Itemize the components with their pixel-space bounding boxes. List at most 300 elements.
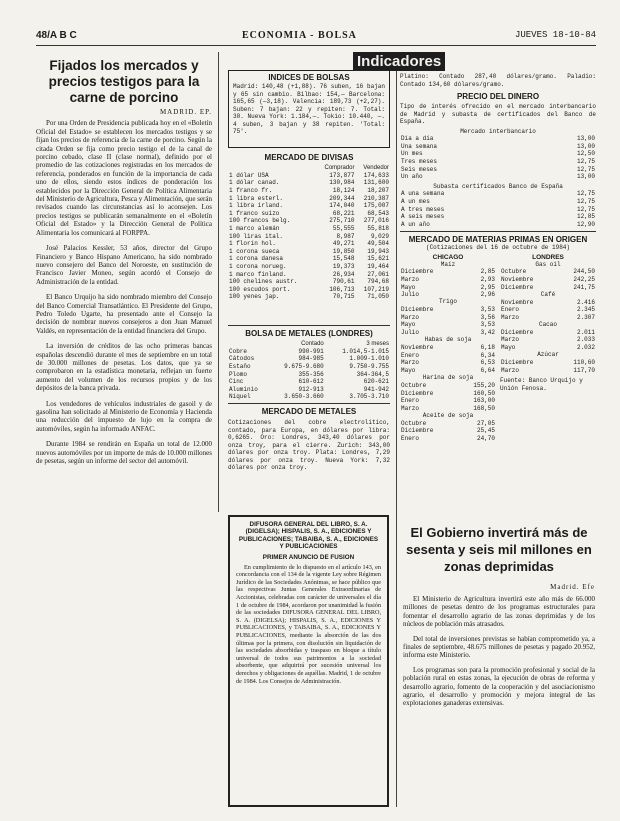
table-row	[500, 344, 596, 352]
table-cell: 100 escudos port.	[229, 285, 291, 293]
notice-body: En cumplimiento de lo dispuesto en el artículo 143, en concordancia con el 134 de la vigente Ley sobre Régimen Jurídico de las Sociedades Anónimas, se hace público que las respectivas Juntas Generales Extraordinarias de Accionistas, celebradas con carácter de universales el día 1 de octubre de 1984, acordaron por unanimidad la fusión de las sociedades DIFUSORA GENERAL DEL LIBRO, S. A. (DIGELSA); HISPALIS, S. A., EDICIONES Y PUBLICACIONES, y TABAIBA, S. A., EDICIONES Y PUBLICACIONES, mediante la absorción de las dos últimas por la primera, con disolución sin liquidación de las sociedades absorbidas y traspaso en bloque a título universal de todos sus patrimonios a la sociedad absorbente, que adquirirá por sucesión universal los derechos y obligaciones de aquéllas. Madrid, 1 de octubre de 1984. Los Consejos de Administración.	[236, 563, 381, 685]
commodity-label: Café	[540, 290, 556, 298]
table-cell: 12,75	[576, 197, 595, 205]
table-row	[228, 270, 390, 278]
table-cell: 6,34	[480, 351, 495, 359]
table-cell: Un mes	[401, 150, 423, 158]
indices-text: Madrid: 140,48 (+1,88). 76 suben, 16 bajan y 65 sin cambio. Bilbao: 154,— Barcelona: 165,65 (—3,18). Valencia: 189,73 (+2,27). Suben: 7 bajan: 22 y repiten: 7. Total: 30. Nueva York: 1.184,—. Tokio: 10.440, —. 4 suben, 3 bajan y 38 repiten. 'Total: 75'.	[233, 83, 385, 135]
left-paragraph: La inversión de créditos de las ocho primeras bancas españolas descendió durante el mes de septiembre en un total de 30.000 millones de pesetas. Los datos, que ya se comprobaron en la estadística monetaria, reflejan un fuerte aumento del volumen de los recursos propios y de los depósitos de la banca privada.	[36, 342, 212, 393]
table-row	[500, 276, 596, 284]
divider	[228, 325, 390, 326]
page-number: 48/A B C	[36, 30, 77, 41]
table-cell: 1 dólar canad.	[229, 179, 280, 187]
table-cell: 173,877	[329, 171, 355, 179]
table-row	[228, 348, 390, 356]
page-header	[36, 30, 596, 44]
table-cell: 794,68	[367, 278, 389, 286]
table-cell: Marzo	[501, 366, 520, 374]
commodity-label: Maíz	[440, 260, 456, 268]
table-cell: 1.014,5-1.015	[342, 347, 389, 355]
table-row	[400, 198, 596, 206]
table-cell: 168,50	[473, 404, 495, 412]
table-cell: 9,029	[370, 232, 389, 240]
table-cell: 2.033	[576, 336, 595, 344]
table-cell: 110,60	[573, 359, 595, 367]
table-cell: 3.705-3.710	[349, 393, 389, 401]
table-cell: 8,987	[336, 232, 355, 240]
table-cell: 163,00	[473, 397, 495, 405]
table-cell: 1 marco alemán	[229, 225, 280, 233]
chicago-column	[400, 254, 496, 443]
table-cell: 160,50	[473, 389, 495, 397]
table-row	[400, 190, 596, 198]
commodity-label: Aceite de soja	[422, 412, 474, 420]
commodity-table	[500, 329, 596, 352]
divisas-title: MERCADO DE DIVISAS	[264, 153, 354, 162]
table-cell: Enero	[401, 435, 420, 443]
table-cell: 277,016	[363, 217, 389, 225]
gobierno-byline: Madrid. Efe	[550, 583, 595, 591]
table-cell: Mayo	[401, 321, 416, 329]
table-row	[228, 179, 390, 187]
table-row	[228, 363, 390, 371]
table-row	[228, 232, 390, 240]
table-cell: 1 corona danesa	[229, 255, 284, 263]
table-cell: 355-356	[298, 370, 324, 378]
table-cell: Julio	[401, 328, 420, 336]
table-cell: 175,007	[363, 202, 389, 210]
table-cell: 2,85	[480, 268, 495, 276]
table-cell: 70,715	[332, 293, 355, 301]
divider	[228, 403, 390, 404]
londres-title: LONDRES	[532, 253, 564, 261]
table-cell: 71,050	[367, 293, 389, 301]
table-cell: 620-621	[363, 378, 389, 386]
table-row	[400, 135, 596, 143]
commodity-label: Gas oil	[535, 260, 561, 268]
table-cell: 1 florín hol.	[229, 240, 276, 248]
table-cell: 2.011	[576, 328, 595, 336]
table-cell: 9.675-9.680	[284, 363, 324, 371]
dinero-title: PRECIO DEL DINERO	[456, 92, 540, 101]
metales-londres-table	[228, 340, 390, 401]
table-header-row	[228, 164, 390, 172]
table-row	[400, 276, 496, 284]
table-cell: 1 libra irland.	[229, 202, 284, 210]
table-cell: 1 marco finland.	[229, 270, 287, 278]
table-cell: Diciembre	[401, 389, 434, 397]
commodity-table	[500, 359, 596, 374]
table-cell: 3,53	[480, 306, 495, 314]
table-row	[228, 355, 390, 363]
table-cell: 984-985	[298, 355, 324, 363]
table-cell: 68,221	[332, 209, 355, 217]
table-row	[228, 293, 390, 301]
table-cell: 1 libra esterl.	[229, 194, 284, 202]
table-cell: 15,548	[332, 255, 355, 263]
table-row	[400, 213, 596, 221]
table-cell: Mayo	[401, 283, 416, 291]
table-row	[400, 314, 496, 322]
table-cell: 3,56	[480, 313, 495, 321]
table-cell: Noviembre	[401, 344, 434, 352]
table-cell: A un mes	[401, 197, 430, 205]
mercado-metales-title: MERCADO DE METALES	[261, 407, 357, 416]
table-row	[400, 382, 496, 390]
issue-date: JUEVES 18-10-84	[514, 30, 596, 40]
table-cell: 275,710	[329, 217, 355, 225]
materias-columns	[400, 254, 596, 443]
table-row	[500, 306, 596, 314]
indicadores-title: Indicadores	[353, 52, 445, 71]
table-cell: 18,207	[367, 187, 389, 195]
table-cell: 19,373	[332, 263, 355, 271]
table-cell: 790,61	[332, 278, 355, 286]
table-row	[400, 427, 496, 435]
table-row	[228, 248, 390, 256]
table-cell: 241,75	[573, 283, 595, 291]
column-rule	[396, 52, 397, 807]
table-cell: 2.416	[576, 298, 595, 306]
metales-londres-section	[228, 322, 390, 401]
gobierno-paragraph: Los programas son para la promoción profesional y social de la población rural en estas zonas, la ejecución de obras de reforma y desarrollo agrario, fomento de la cooperación y del asociacionismo agrario, el desarrollo y promoción y mejora integral de las explotaciones ganaderas extensivas.	[403, 665, 595, 708]
table-cell: A seis meses	[401, 213, 445, 221]
table-cell: 1 corona norueg.	[229, 263, 287, 271]
table-cell: Enero	[401, 351, 420, 359]
table-cell: Tres meses	[401, 158, 438, 166]
table-row	[400, 165, 596, 173]
table-cell: 174,633	[363, 171, 389, 179]
table-cell: Aluminio	[229, 385, 258, 393]
table-cell: 2.307	[576, 313, 595, 321]
table-row	[228, 255, 390, 263]
table-cell: 209,344	[329, 194, 355, 202]
table-cell: 12,50	[576, 150, 595, 158]
table-row	[500, 336, 596, 344]
table-header-row	[228, 340, 390, 348]
table-cell: 130,984	[329, 179, 355, 187]
table-row	[228, 225, 390, 233]
table-cell: Cátodos	[229, 355, 255, 363]
table-cell: Enero	[501, 306, 520, 314]
londres-column	[500, 254, 596, 443]
table-cell: 9.750-9.755	[349, 363, 389, 371]
table-row	[400, 435, 496, 443]
table-row	[400, 205, 596, 213]
table-row	[400, 143, 596, 151]
table-cell: Noviembre	[501, 298, 534, 306]
table-row	[500, 268, 596, 276]
left-paragraph: José Palacios Kessler, 53 años, director del Grupo Financiero y Banco Hispano Americano, ha sido nombrado nuevo consejero del Banco del Noroeste, en sustitución de Francisco Javier Moneo, según acordó el Consejo de Administración de la entidad.	[36, 244, 212, 286]
table-row	[228, 378, 390, 386]
table-cell: 13,00	[576, 173, 595, 181]
notice-subtitle: PRIMER ANUNCIO DE FUSION	[262, 553, 355, 561]
table-cell: 3,42	[480, 328, 495, 336]
table-cell: Diciembre	[401, 306, 434, 314]
table-row	[228, 172, 390, 180]
divisas-body	[228, 172, 390, 301]
table-cell: 55,555	[332, 225, 355, 233]
table-cell: Seis meses	[401, 165, 438, 173]
table-row	[400, 220, 596, 228]
table-cell: 2,96	[480, 291, 495, 299]
table-cell: 49,504	[367, 240, 389, 248]
table-cell: 2,93	[480, 275, 495, 283]
commodity-table	[500, 268, 596, 291]
table-cell: 12,75	[576, 205, 595, 213]
column-header	[228, 164, 316, 172]
table-cell: 364-364,5	[356, 370, 389, 378]
table-cell: A una semana	[401, 190, 445, 198]
table-row	[228, 278, 390, 286]
table-row	[400, 150, 596, 158]
dinero-subtitle: Subasta certificados Banco de España	[433, 182, 563, 190]
table-cell: 100 chelines austr.	[229, 278, 298, 286]
table-cell: Cobre	[229, 347, 248, 355]
table-cell: Mayo	[501, 344, 516, 352]
commodity-label: Azúcar	[537, 351, 559, 359]
right-indicators	[400, 73, 596, 513]
mercado-metales-section	[228, 400, 390, 472]
left-byline: MADRID. EP.	[159, 108, 212, 116]
table-cell: 25,45	[476, 427, 495, 435]
gobierno-headline: El Gobierno invertirá más de sesenta y seis mil millones en zonas deprimidas	[406, 525, 592, 574]
table-cell: Marzo	[401, 359, 420, 367]
table-row	[500, 329, 596, 337]
table-cell: Estaño	[229, 363, 251, 371]
left-paragraph: El Banco Urquijo ha sido nombrado miembro del Consejo del Banco Comercial Transatlántico. El Presidente del Grupo, Pedro Toledo Ugarte, ha presentado ante el Consejo la decisión de nombrar nuevos consejeros a don Juan Manuel Valdés, en representación de la entidad financiera del Grupo.	[36, 293, 212, 335]
table-cell: 19,943	[367, 247, 389, 255]
column-header: 3 meses	[366, 340, 389, 347]
commodity-label: Habas de soja	[424, 336, 472, 344]
table-cell: 174,040	[329, 202, 355, 210]
table-cell: 27,061	[367, 270, 389, 278]
table-row	[228, 202, 390, 210]
table-cell: Julio	[401, 291, 420, 299]
table-cell: Marzo	[501, 336, 520, 344]
table-cell: Marzo	[401, 404, 420, 412]
metales-londres-title: BOLSA DE METALES (LONDRES)	[245, 329, 373, 338]
table-cell: 1 franco suizo	[229, 209, 280, 217]
table-cell: Octubre	[401, 381, 427, 389]
table-cell: 24,70	[476, 435, 495, 443]
table-cell: Octubre	[401, 419, 427, 427]
table-row	[228, 240, 390, 248]
table-cell: Diciembre	[501, 328, 534, 336]
table-cell: 2.345	[576, 306, 595, 314]
table-row	[228, 194, 390, 202]
left-headline: Fijados los mercados y precios testigos para la carne de porcino	[48, 58, 200, 105]
table-row	[500, 298, 596, 306]
table-cell: 68,543	[367, 209, 389, 217]
commodity-table	[400, 268, 496, 298]
table-row	[500, 366, 596, 374]
table-cell: 13,00	[576, 142, 595, 150]
table-cell: 610-612	[298, 378, 324, 386]
table-cell: A tres meses	[401, 205, 445, 213]
table-cell: Una semana	[401, 142, 438, 150]
table-cell: Níquel	[229, 393, 251, 401]
platino-text: Platino: Contado 287,40 dólares/gramo. Paladio: Contado 134,60 dólares/gramo.	[400, 73, 596, 88]
table-cell: Marzo	[401, 275, 420, 283]
indices-title: INDICES DE BOLSAS	[268, 73, 350, 82]
materias-footer: Fuente: Banco Urquijo y Unión Fenosa.	[500, 377, 583, 392]
table-cell: Un año	[401, 173, 423, 181]
column-header: Vendedor	[363, 164, 389, 171]
column-header	[228, 340, 269, 348]
table-cell: 49,271	[332, 240, 355, 248]
table-cell: 55,818	[367, 225, 389, 233]
table-cell: 155,20	[473, 381, 495, 389]
table-row	[400, 291, 496, 299]
table-row	[228, 187, 390, 195]
divisas-table	[228, 164, 390, 301]
table-row	[228, 263, 390, 271]
table-cell: Diciembre	[501, 359, 534, 367]
table-cell: Plomo	[229, 370, 248, 378]
table-cell: 19,464	[367, 263, 389, 271]
table-cell: Octubre	[501, 268, 527, 276]
table-cell: 244,50	[573, 268, 595, 276]
table-cell: 100 yenes jap.	[229, 293, 280, 301]
table-row	[500, 359, 596, 367]
table-cell: Diciembre	[401, 427, 434, 435]
dinero-table-1	[400, 135, 596, 181]
commodity-label: Trigo	[438, 298, 457, 306]
table-row	[400, 389, 496, 397]
left-article	[36, 58, 212, 808]
table-cell: 1 franco fr.	[229, 187, 273, 195]
table-row	[400, 397, 496, 405]
divider	[400, 231, 596, 232]
table-row	[400, 173, 596, 181]
table-cell: 106,713	[329, 285, 355, 293]
table-cell: 12,85	[576, 213, 595, 221]
left-paragraph: Durante 1984 se rendirán en España un total de 12.000 nuevos automóviles por un importe de más de 10.000 millones de pesetas, según un informe del sector del automóvil.	[36, 440, 212, 466]
table-row	[400, 359, 496, 367]
commodity-table	[400, 382, 496, 412]
table-cell: 117,70	[573, 366, 595, 374]
column-header: Contado	[301, 340, 324, 347]
materias-title: MERCADO DE MATERIAS PRIMAS EN ORIGEN	[408, 235, 588, 245]
table-cell: 100 liras ital.	[229, 232, 284, 240]
table-cell: 6,64	[480, 366, 495, 374]
table-cell: Marzo	[401, 313, 420, 321]
table-row	[228, 286, 390, 294]
gobierno-paragraph: Del total de inversiones previstas se habían comprometido ya, a finales de septiembre, 48.675 millones de pesetas y pagado 20.952, informa este Ministerio.	[403, 634, 595, 660]
table-cell: 18,124	[332, 187, 355, 195]
table-cell: 12,75	[576, 165, 595, 173]
table-cell: Diciembre	[501, 283, 534, 291]
table-cell: Noviembre	[501, 275, 534, 283]
column-rule	[218, 52, 219, 512]
table-cell: Diciembre	[401, 268, 434, 276]
gobierno-article	[403, 524, 595, 714]
table-cell: 210,387	[363, 194, 389, 202]
table-cell: 1.009-1.010	[349, 355, 389, 363]
commodity-table	[400, 420, 496, 443]
table-row	[400, 283, 496, 291]
table-cell: 12,75	[576, 190, 595, 198]
table-row	[400, 420, 496, 428]
table-cell: 2,95	[480, 283, 495, 291]
table-cell: Enero	[401, 397, 420, 405]
table-row	[228, 210, 390, 218]
merger-notice	[228, 515, 389, 807]
table-row	[400, 306, 496, 314]
table-row	[500, 314, 596, 322]
table-cell: Mayo	[401, 366, 416, 374]
dinero-subtitle: Mercado interbancario	[460, 127, 536, 135]
table-row	[400, 329, 496, 337]
table-cell: Cinc	[229, 378, 244, 386]
table-cell: 1 dólar USA	[229, 171, 269, 179]
indices-box	[228, 70, 390, 148]
table-cell: 12,90	[576, 220, 595, 228]
table-cell: 12,75	[576, 158, 595, 166]
table-cell: 941-942	[363, 385, 389, 393]
column-header: Comprador	[324, 164, 355, 171]
table-cell: Día a día	[401, 135, 434, 143]
dinero-text: Tipo de interés ofrecido en el mercado interbancario de Madrid y subasta de certificados del Banco de España.	[400, 103, 596, 125]
table-row	[400, 158, 596, 166]
header-rule	[36, 45, 596, 46]
table-row	[228, 370, 390, 378]
table-row	[400, 321, 496, 329]
table-cell: 3,53	[480, 321, 495, 329]
section-title: ECONOMIA - BOLSA	[242, 30, 357, 41]
left-paragraph: Los vendedores de vehículos industriales de gasoil y de gasolina han solicitado al Ministerio de Economía y Hacienda una reducción del impuesto de lujo en la compra de automóviles, según ha informado ANFAC.	[36, 399, 212, 433]
table-cell: 15,621	[367, 255, 389, 263]
table-cell: 131,600	[363, 179, 389, 187]
table-row	[400, 404, 496, 412]
table-cell: 1 corona sueca	[229, 247, 280, 255]
chicago-title: CHICAGO	[432, 253, 464, 261]
table-cell: 26,934	[332, 270, 355, 278]
gobierno-body	[403, 595, 595, 708]
table-row	[228, 386, 390, 394]
table-cell: 242,25	[573, 275, 595, 283]
notice-title: DIFUSORA GENERAL DEL LIBRO, S. A. (DIGELSA); HISPALIS, S. A., EDICIONES Y PUBLICACIONES; TABAIBA, S. A., EDICIONES Y PUBLICACIONES	[238, 521, 379, 551]
table-row	[228, 217, 390, 225]
mercado-metales-text: Cotizaciones del cobre electrolítico, contado, para Europa, en dólares por libra: 0,6265. Oro: Londres, 343,40 dólares por onza troy, para el cierre. Zurich: 343,00 dólares por onza troy. Plata: Londres, 7,29 dólares por onza troy. Nueva York: 7,32 dólares por onza troy.	[228, 419, 390, 471]
table-row	[500, 283, 596, 291]
table-cell: 3.650-3.660	[284, 393, 324, 401]
table-row	[400, 351, 496, 359]
materias-note: (Cotizaciones del 16 de octubre de 1984)	[425, 244, 571, 252]
table-cell: 2.032	[576, 344, 595, 352]
table-cell: 19,850	[332, 247, 355, 255]
table-row	[400, 344, 496, 352]
commodity-table	[400, 344, 496, 374]
divisas-section	[228, 150, 390, 301]
commodity-label: Cacao	[538, 321, 557, 329]
table-cell: 107,219	[363, 285, 389, 293]
table-cell: 6,18	[480, 344, 495, 352]
table-cell: 13,00	[576, 135, 595, 143]
commodity-table	[400, 306, 496, 336]
table-cell: Marzo	[501, 313, 520, 321]
metales-londres-body	[228, 348, 390, 401]
table-cell: 912-913	[298, 385, 324, 393]
table-cell: 990-991	[298, 347, 324, 355]
dinero-table-2	[400, 190, 596, 228]
left-paragraph: Por una Orden de Presidencia publicada hoy en el «Boletín Oficial del Estado» se establecen los mercados testigos y se fijan los precios de referencia de la carne de porcino. Según la citada Orden se fija como precio testigo el de la canal de porcino cebado, clase II (clase normal), definido por el promedio de las cotizaciones registradas en los mercados de referencia, ponderados en función de la importancia de cada uno de ellos, siendo estos índices de ponderación los establecidos por la Dirección General de Política Alimentaria del Ministerio de Agricultura, Pesca y Alimentación, que serán revisados cuando las circunstancias así lo aconsejen. Los precios testigos se publicarán semanalmente en el «Boletín Oficial del Estado» y la Dirección General de Política Alimentaria los comunicará al FORPPA.	[36, 119, 212, 237]
table-cell: 6,53	[480, 359, 495, 367]
table-cell: 100 francos belg.	[229, 217, 291, 225]
commodity-label: Harina de soja	[422, 374, 474, 382]
table-row	[400, 367, 496, 375]
